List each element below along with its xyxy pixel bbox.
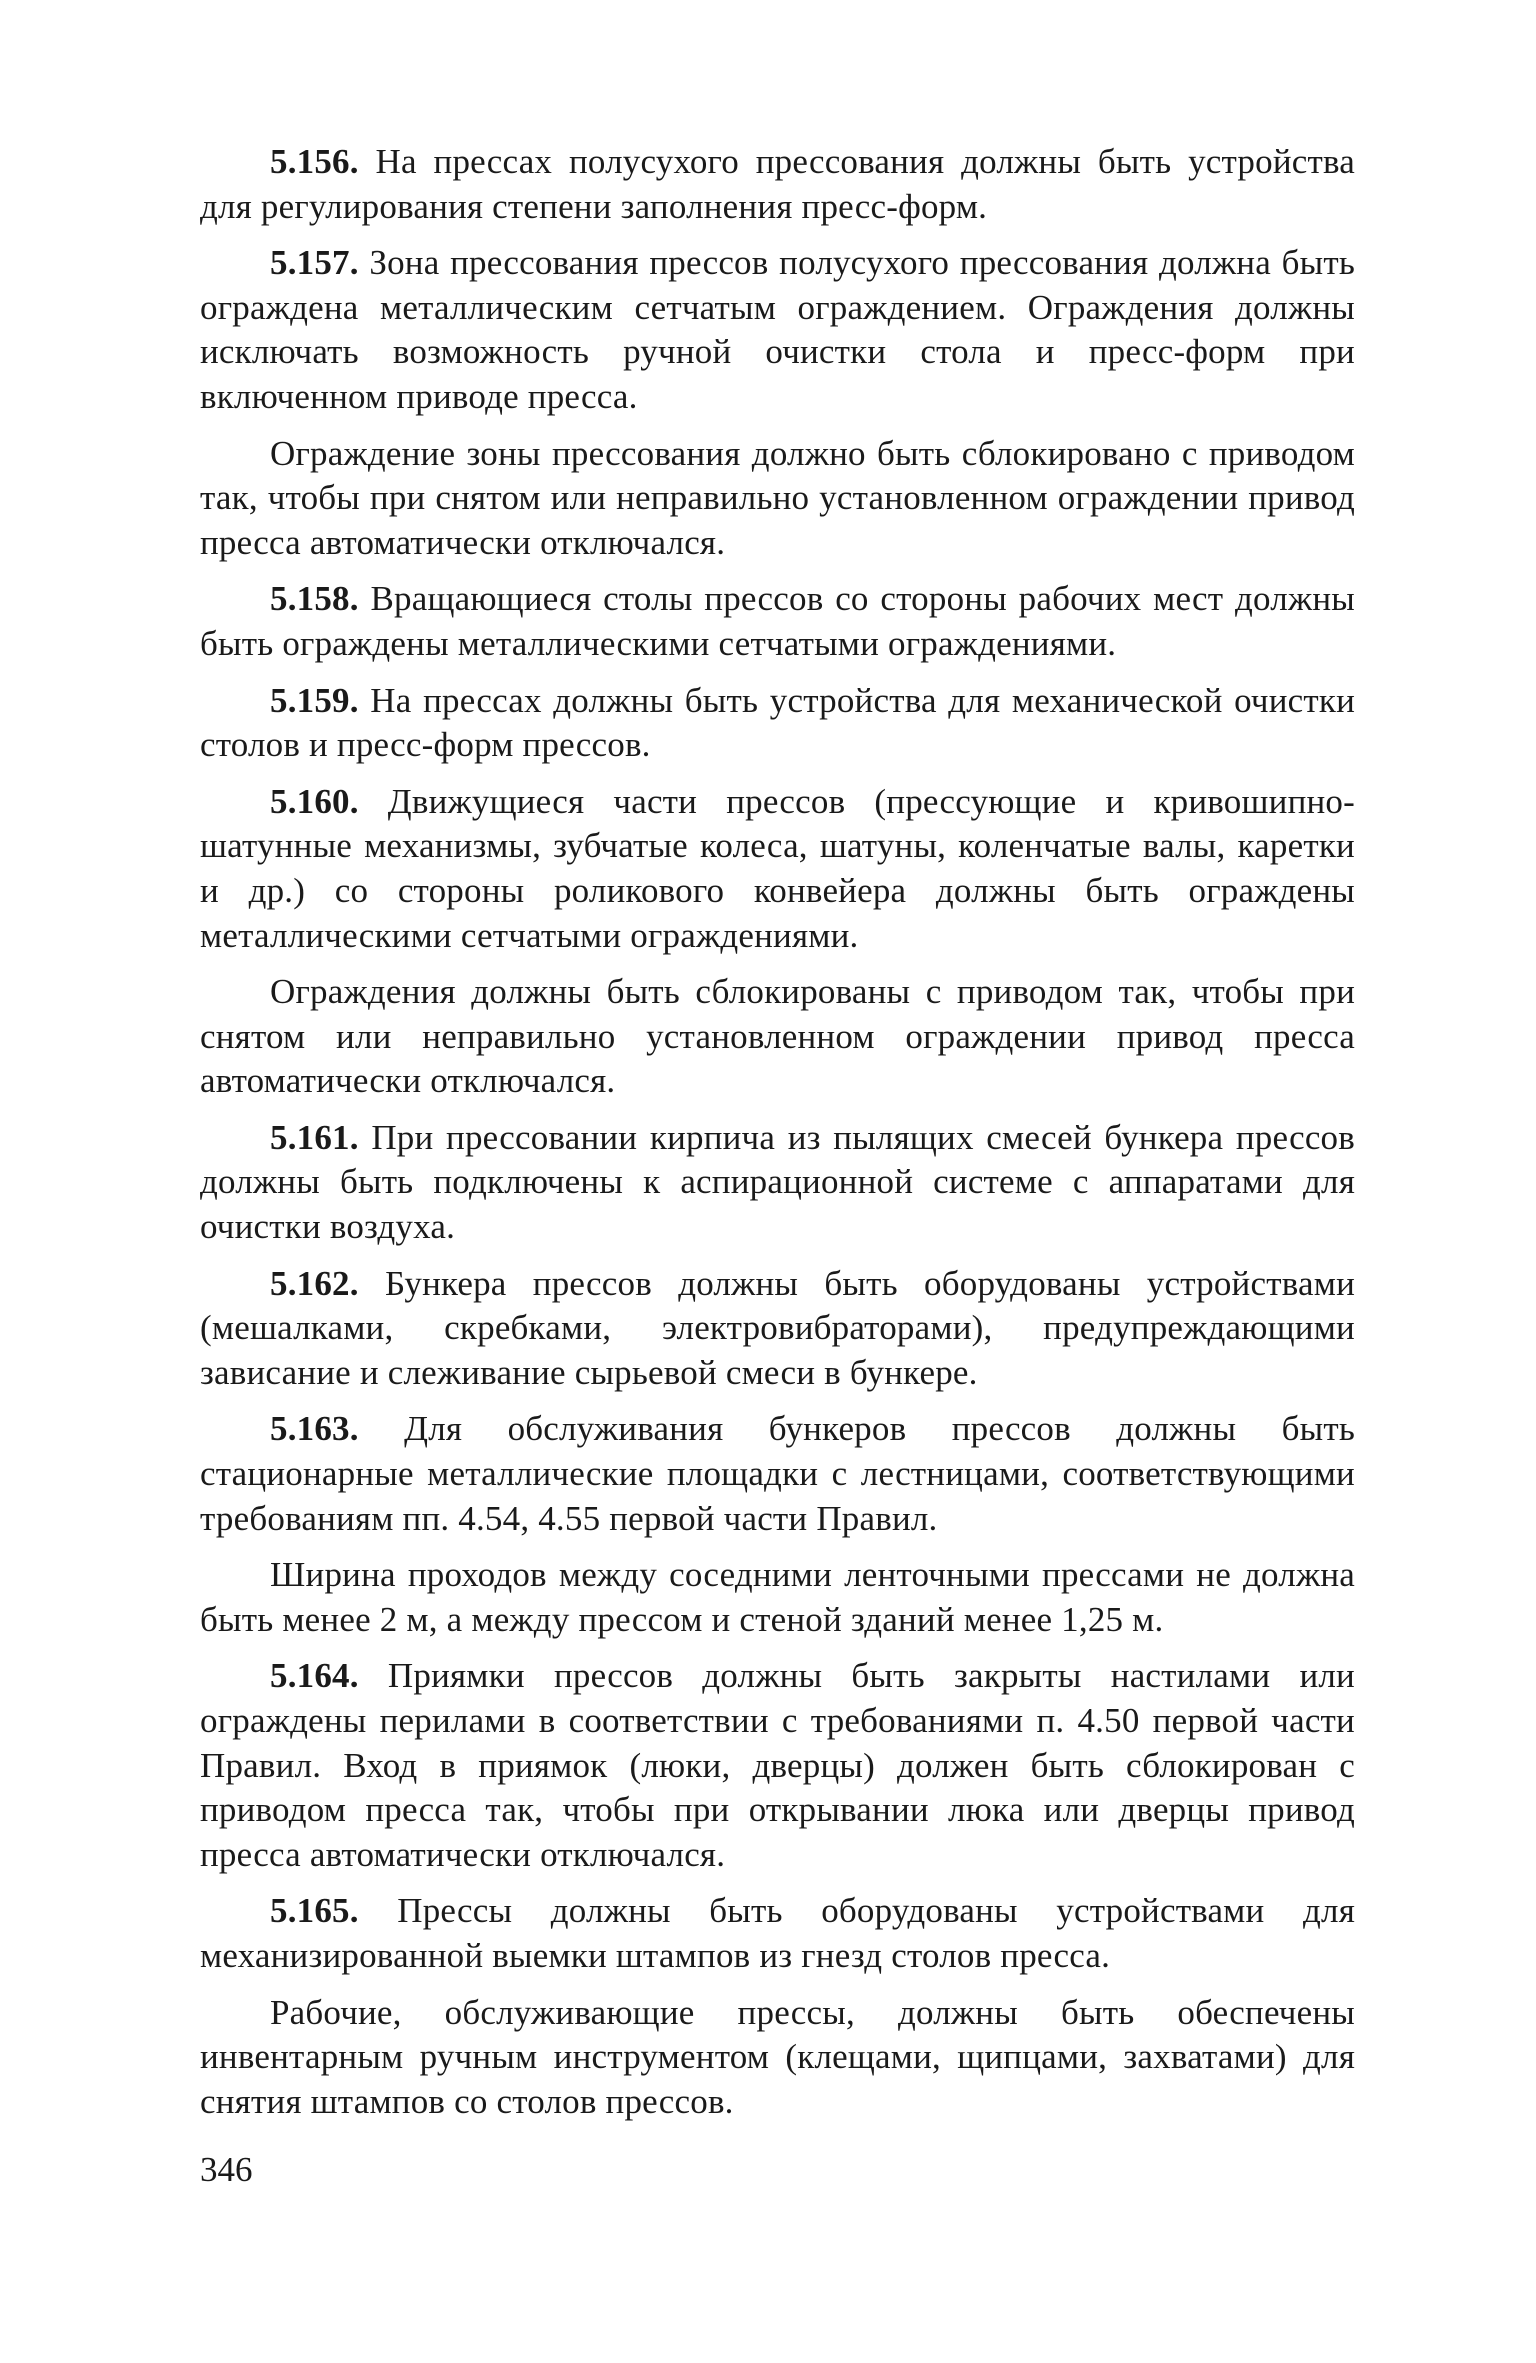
paragraph-5-158	[200, 577, 1355, 666]
paragraph-5-160	[200, 780, 1355, 958]
paragraph-5-164	[200, 1654, 1355, 1877]
paragraph-text: Зона прессования прессов полусухого прессования должна быть ограждена металлическим сетчатым ограждением. Ограждения должны исключать возможность ручной очистки стола и пресс-форм при включенном приводе пресса.	[200, 243, 1355, 416]
clause-number: 5.164.	[270, 1656, 359, 1696]
paragraph-text: Ширина проходов между соседними ленточными прессами не должна быть менее 2 м, а между прессом и стеной зданий менее 1,25 м.	[200, 1555, 1355, 1639]
paragraph-text: При прессовании кирпича из пылящих смесей бункера прессов должны быть подключены к аспирационной системе с аппаратами для очистки воздуха.	[200, 1117, 1355, 1247]
paragraph-5-165-continued	[200, 1991, 1355, 2125]
clause-number: 5.161.	[270, 1117, 359, 1157]
clause-number: 5.160.	[270, 781, 359, 821]
page-number: 346	[200, 2150, 253, 2189]
paragraph-text: Прессы должны быть оборудованы устройствами для механизированной выемки штампов из гнезд столов пресса.	[200, 1891, 1355, 1975]
paragraph-text: Вращающиеся столы прессов со стороны рабочих мест должны быть ограждены металлическими сетчатыми ограждениями.	[200, 579, 1355, 663]
paragraph-text: На прессах должны быть устройства для механической очистки столов и пресс-форм прессов.	[200, 680, 1355, 765]
paragraph-5-160-continued	[200, 970, 1355, 1104]
paragraph-5-163-continued	[200, 1553, 1355, 1642]
paragraph-5-157-continued	[200, 432, 1355, 566]
paragraph-text: Для обслуживания бункеров прессов должны быть стационарные металлические площадки с лестницами, соответствующими требованиям пп. 4.54, 4.55 первой части Правил.	[200, 1409, 1355, 1538]
paragraph-text: Рабочие, обслуживающие прессы, должны быть обеспечены инвентарным ручным инструментом (клещами, щипцами, захватами) для снятия штампов со столов прессов.	[200, 1992, 1355, 2121]
clause-number: 5.157.	[270, 243, 359, 283]
paragraph-text: На прессах полусухого прессования должны быть устройства для регулирования степени заполнения пресс-форм.	[200, 142, 1355, 226]
paragraph-text: Приямки прессов должны быть закрыты настилами или ограждены перилами в соответствии с требованиями п. 4.50 первой части Правил. Вход в приямок (люки, дверцы) должен быть сблокирован с приводом пресса так, чтобы при открывании люка или дверцы привод пресса автоматически отключался.	[200, 1656, 1355, 1874]
clause-number: 5.163.	[270, 1409, 359, 1449]
clause-number: 5.162.	[270, 1263, 359, 1303]
clause-number: 5.165.	[270, 1891, 359, 1931]
paragraph-5-159	[200, 679, 1355, 768]
clause-number: 5.159.	[270, 680, 359, 720]
clause-number: 5.156.	[270, 142, 359, 181]
page-body	[200, 140, 1355, 2124]
paragraph-text: Движущиеся части прессов (прессующие и кривошипно-шатунные механизмы, зубчатые колеса, шатуны, коленчатые валы, каретки и др.) со стороны роликового конвейера должны быть ограждены металлическими сетчатыми ограждениями.	[200, 781, 1355, 955]
paragraph-5-162	[200, 1262, 1355, 1396]
paragraph-text: Бункера прессов должны быть оборудованы устройствами (мешалками, скребками, электровибраторами), предупреждающими зависание и слеживание сырьевой смеси в бункере.	[200, 1263, 1355, 1392]
paragraph-5-156	[200, 140, 1355, 229]
paragraph-text: Ограждение зоны прессования должно быть сблокировано с приводом так, чтобы при снятом или неправильно установленном ограждении привод пресса автоматически отключался.	[200, 433, 1355, 562]
paragraph-text: Ограждения должны быть сблокированы с приводом так, чтобы при снятом или неправильно установленном ограждении привод пресса автоматически отключался.	[200, 972, 1355, 1101]
paragraph-5-161	[200, 1116, 1355, 1250]
paragraph-5-165	[200, 1889, 1355, 1978]
clause-number: 5.158.	[270, 579, 359, 619]
paragraph-5-157	[200, 241, 1355, 419]
paragraph-5-163	[200, 1407, 1355, 1541]
